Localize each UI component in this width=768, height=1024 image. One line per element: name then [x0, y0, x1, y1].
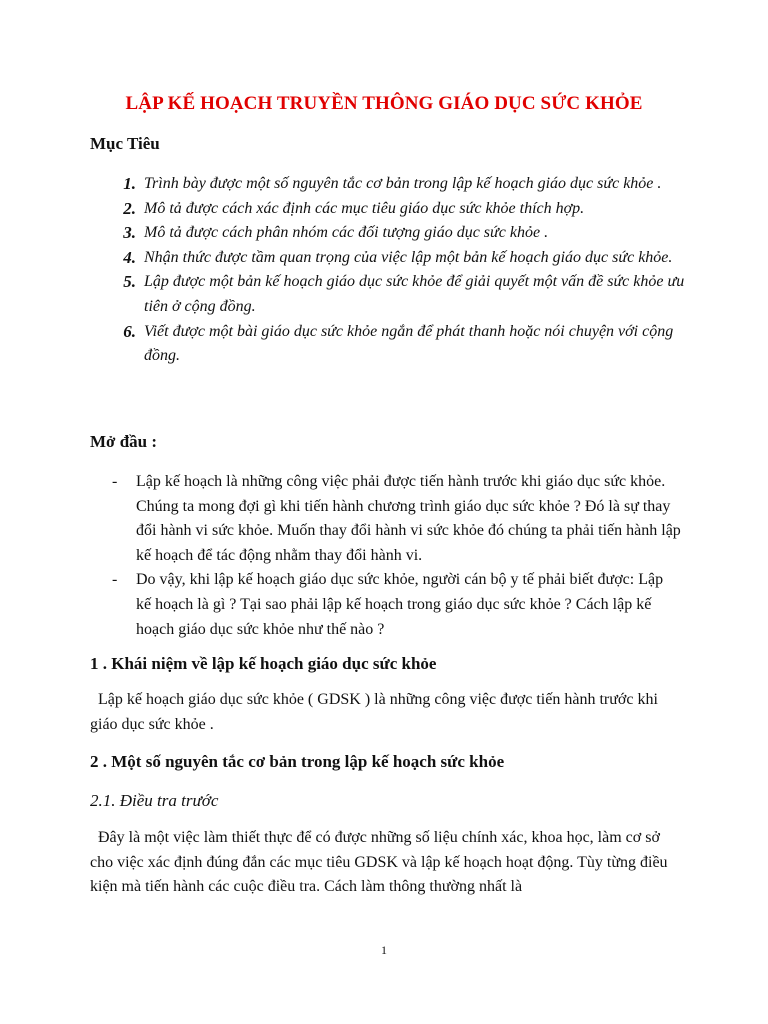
objective-item	[90, 172, 690, 197]
objective-item	[90, 270, 690, 319]
intro-text: Do vậy, khi lập kế hoạch giáo dục sức khỏe, người cán bộ y tế phải biết được: Lập kế hoạch là gì ? Tại sao phải lập kế hoạch trong giáo dục sức khỏe ? Cách lập kế hoạch giáo dục sức khỏe như thế nào ?	[136, 571, 664, 638]
objectives-list	[90, 172, 690, 369]
objective-text: Viết được một bài giáo dục sức khỏe ngắn để phát thanh hoặc nói chuyện với cộng đồng.	[144, 322, 674, 365]
section1-paragraph: Lập kế hoạch giáo dục sức khỏe ( GDSK ) là những công việc được tiến hành trước khi giáo dục sức khỏe .	[90, 691, 658, 733]
bullet-dash: -	[112, 571, 118, 589]
intro-item	[112, 568, 682, 642]
objective-text: Trình bày được một số nguyên tắc cơ bản trong lập kế hoạch giáo dục sức khỏe .	[144, 175, 662, 192]
page-number: 1	[381, 943, 387, 957]
intro-item	[112, 470, 682, 568]
intro-list	[112, 470, 682, 642]
objective-number: 6.	[123, 321, 136, 341]
section2-1-heading: 2.1. Điều tra trước	[90, 791, 219, 810]
objective-item	[90, 197, 690, 222]
objective-number: 3.	[123, 223, 136, 243]
objective-number: 1.	[123, 174, 136, 193]
objective-number: 5.	[123, 272, 136, 292]
objective-item	[90, 320, 690, 369]
objective-text: Mô tả được cách xác định các mục tiêu giáo dục sức khỏe thích hợp.	[144, 199, 585, 217]
intro-heading: Mở đầu :	[90, 432, 158, 451]
objective-item	[90, 221, 690, 246]
section2-1-paragraph: Đây là một việc làm thiết thực để có được những số liệu chính xác, khoa học, làm cơ sở cho việc xác định đúng đắn các mục tiêu GDSK và lập kế hoạch hoạt động. Tùy từng điều kiện mà tiến hành các cuộc điều tra. Cách làm thông thường nhất là	[90, 829, 668, 896]
objective-number: 2.	[123, 198, 136, 218]
document-title: LẬP KẾ HOẠCH TRUYỀN THÔNG GIÁO DỤC SỨC KHỎE	[125, 93, 643, 114]
objective-number: 4.	[123, 247, 136, 267]
objective-text: Lập được một bản kế hoạch giáo dục sức khỏe để giải quyết một vấn đề sức khỏe ưu tiên ở cộng đồng.	[144, 273, 685, 315]
objective-text: Nhận thức được tầm quan trọng của việc lập một bản kế hoạch giáo dục sức khỏe.	[144, 248, 673, 266]
bullet-dash: -	[112, 473, 118, 490]
section2-heading: 2 . Một số nguyên tắc cơ bản trong lập kế hoạch sức khỏe	[90, 752, 505, 771]
objective-item	[90, 246, 690, 271]
intro-text: Lập kế hoạch là những công việc phải được tiến hành trước khi giáo dục sức khỏe. Chúng ta mong đợi gì khi tiến hành chương trình giáo dục sức khỏe ? Đó là sự thay đổi hành vi sức khỏe. Muốn thay đổi hành vi sức khỏe đó chúng ta phải tiến hành lập kế hoạch để tác động nhằm thay đổi hành vi.	[136, 473, 681, 564]
section1-heading: 1 . Khái niệm về lập kế hoạch giáo dục sức khỏe	[90, 654, 437, 673]
objective-text: Mô tả được cách phân nhóm các đối tượng giáo dục sức khỏe .	[144, 224, 549, 242]
objectives-heading: Mục Tiêu	[90, 134, 160, 153]
